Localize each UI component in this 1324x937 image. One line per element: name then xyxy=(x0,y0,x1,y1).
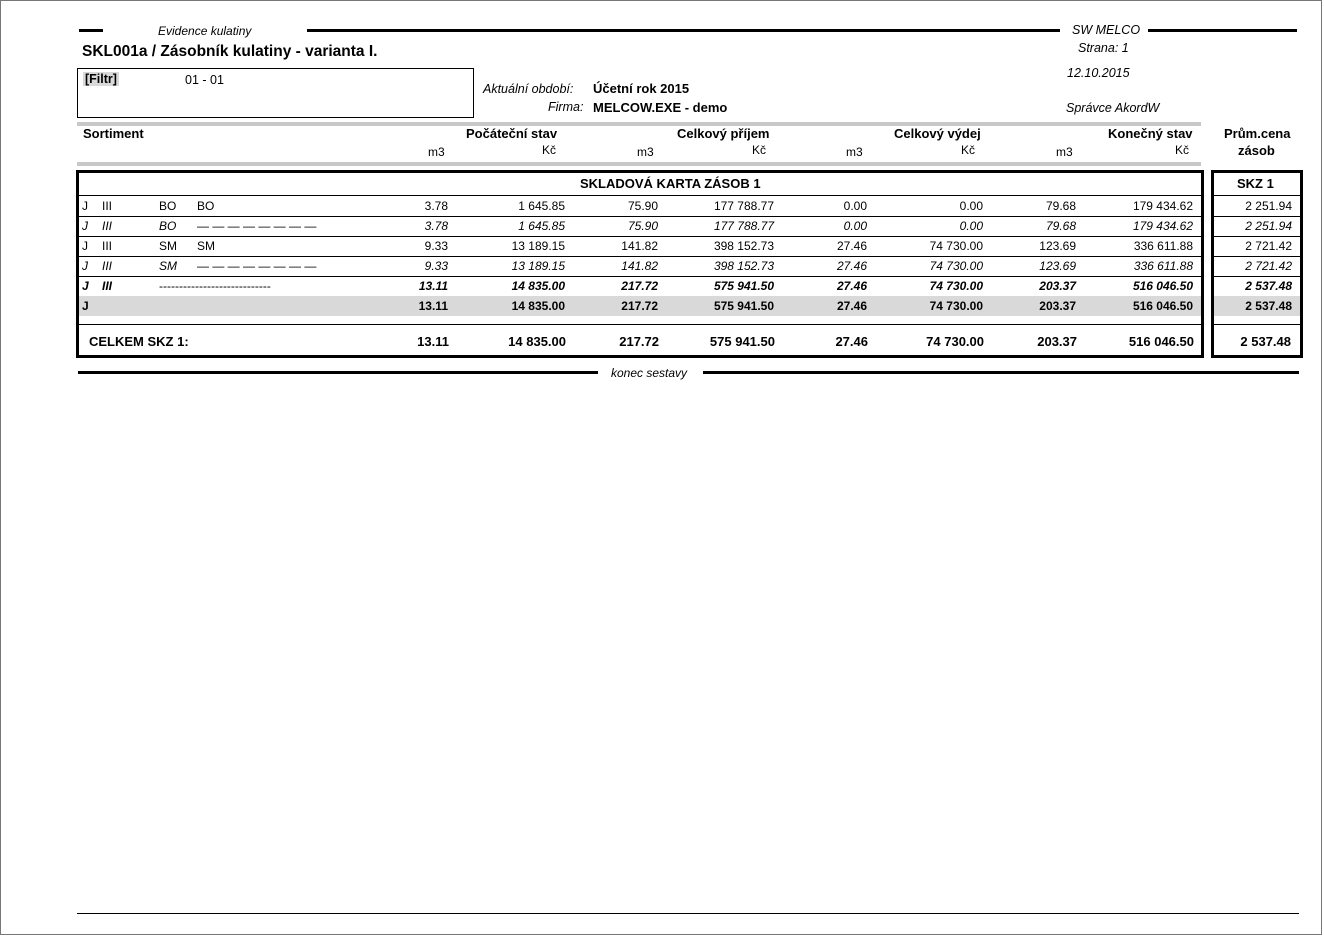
filter-label: [Filtr] xyxy=(85,72,117,86)
row-value: 123.69 xyxy=(1039,239,1076,253)
row-value: 74 730.00 xyxy=(929,239,983,253)
row-value: 336 611.88 xyxy=(1133,259,1193,273)
row-value: 0.00 xyxy=(843,199,867,213)
unit-kc-end: Kč xyxy=(1175,143,1190,157)
row-value: 0.00 xyxy=(959,219,983,233)
section-avg-title: SKZ 1 xyxy=(1237,176,1274,191)
row-value: 9.33 xyxy=(424,239,448,253)
row-line-avg xyxy=(1214,216,1300,217)
period-label: Aktuální období: xyxy=(483,82,574,96)
filter-value: 01 - 01 xyxy=(185,73,224,87)
row-value: 336 611.88 xyxy=(1133,239,1193,253)
header-rule-right xyxy=(1148,29,1297,32)
row-value: 0.00 xyxy=(843,219,867,233)
total-value: 27.46 xyxy=(835,334,868,349)
col-income: Celkový příjem xyxy=(677,126,770,141)
row-value: 217.72 xyxy=(621,299,658,313)
row-line xyxy=(79,276,1201,277)
end-rule-left xyxy=(78,371,598,374)
total-avg: 2 537.48 xyxy=(1240,334,1291,349)
row-value: 79.68 xyxy=(1045,199,1076,213)
row-value: 75.90 xyxy=(627,199,658,213)
row-line-avg xyxy=(1214,256,1300,257)
company-name: SW MELCO xyxy=(1072,23,1141,37)
column-header-bottom-bar xyxy=(77,162,1201,166)
row-value: 13 189.15 xyxy=(511,239,565,253)
row-c3: SM xyxy=(159,239,177,253)
report-title: SKL001a / Zásobník kulatiny - varianta I. xyxy=(82,43,378,60)
row-c1: J xyxy=(82,199,88,213)
col-avg-line2: zásob xyxy=(1238,143,1275,158)
row-c2: III xyxy=(102,259,113,273)
total-value: 516 046.50 xyxy=(1128,334,1194,349)
col-avg-line1: Prům.cena xyxy=(1224,126,1291,141)
row-avg: 2 251.94 xyxy=(1245,219,1292,233)
unit-kc-income: Kč xyxy=(752,143,767,157)
total-value: 203.37 xyxy=(1037,334,1077,349)
report-date: 12.10.2015 xyxy=(1067,66,1130,80)
row-value: 74 730.00 xyxy=(929,299,983,313)
row-value: 516 046.50 xyxy=(1132,299,1193,313)
row-value: 9.33 xyxy=(424,259,448,273)
total-separator-avg xyxy=(1214,324,1300,325)
end-rule-right xyxy=(703,371,1299,374)
total-value: 13.11 xyxy=(417,334,449,349)
row-c4: — — — — — — — — xyxy=(197,259,317,273)
row-line xyxy=(79,236,1201,237)
row-c4: BO xyxy=(197,199,215,213)
row-value: 13.11 xyxy=(418,279,448,293)
firm-label: Firma: xyxy=(548,100,584,114)
row-value: 1 645.85 xyxy=(518,199,565,213)
row-value: 27.46 xyxy=(836,279,867,293)
row-c3: SM xyxy=(159,259,177,273)
row-c1: J xyxy=(82,219,88,233)
section-title-line xyxy=(79,195,1201,196)
row-line xyxy=(79,216,1201,217)
row-value: 0.00 xyxy=(959,199,983,213)
row-value: 177 788.77 xyxy=(713,219,774,233)
row-c2: III xyxy=(102,279,113,293)
row-value: 3.78 xyxy=(424,199,448,213)
row-value: 516 046.50 xyxy=(1132,279,1193,293)
total-value: 575 941.50 xyxy=(709,334,775,349)
row-avg: 2 721.42 xyxy=(1245,239,1292,253)
row-c3: BO xyxy=(159,199,177,213)
unit-kc-outgo: Kč xyxy=(961,143,976,157)
row-value: 203.37 xyxy=(1039,279,1076,293)
period-value: Účetní rok 2015 xyxy=(593,81,690,96)
row-c2: III xyxy=(102,219,113,233)
unit-m3-income: m3 xyxy=(637,145,654,159)
row-value: 13 189.15 xyxy=(511,259,565,273)
row-value: 27.46 xyxy=(836,239,867,253)
total-separator xyxy=(79,324,1201,325)
row-value: 1 645.85 xyxy=(518,219,565,233)
row-value: 27.46 xyxy=(836,259,867,273)
row-line-avg xyxy=(1214,276,1300,277)
total-value: 217.72 xyxy=(619,334,659,349)
row-c1: J xyxy=(82,299,89,313)
row-value: 141.82 xyxy=(621,239,658,253)
unit-m3-start: m3 xyxy=(428,145,445,159)
row-value: 177 788.77 xyxy=(713,199,774,213)
row-avg: 2 537.48 xyxy=(1245,279,1292,293)
section-avg-title-line xyxy=(1214,195,1300,196)
row-value: 13.11 xyxy=(418,299,448,313)
row-c2: III xyxy=(102,199,113,213)
row-c1: J xyxy=(82,279,89,293)
col-start: Počáteční stav xyxy=(466,126,558,141)
row-value: 179 434.62 xyxy=(1132,199,1193,213)
row-line xyxy=(79,256,1201,257)
col-sortiment: Sortiment xyxy=(83,126,144,141)
row-avg: 2 721.42 xyxy=(1245,259,1292,273)
row-value: 575 941.50 xyxy=(713,279,774,293)
page-number: Strana: 1 xyxy=(1078,41,1129,55)
row-value: 74 730.00 xyxy=(929,259,983,273)
row-value: 14 835.00 xyxy=(511,279,565,293)
firm-value: MELCOW.EXE - demo xyxy=(593,100,728,115)
header-rule-left-short xyxy=(79,29,103,32)
row-c1: J xyxy=(82,239,88,253)
row-c1: J xyxy=(82,259,88,273)
row-value: 203.37 xyxy=(1039,299,1076,313)
row-value: 179 434.62 xyxy=(1132,219,1193,233)
row-value: 74 730.00 xyxy=(929,279,983,293)
row-c3: BO xyxy=(159,219,177,233)
row-value: 79.68 xyxy=(1045,219,1076,233)
row-avg: 2 251.94 xyxy=(1245,199,1292,213)
unit-m3-end: m3 xyxy=(1056,145,1073,159)
total-label: CELKEM SKZ 1: xyxy=(89,334,189,349)
total-value: 14 835.00 xyxy=(508,334,566,349)
unit-kc-start: Kč xyxy=(542,143,557,157)
row-value: 398 152.73 xyxy=(713,239,774,253)
column-header-top-bar xyxy=(77,122,1201,126)
header-rule-main xyxy=(307,29,1060,32)
row-value: 123.69 xyxy=(1039,259,1076,273)
row-value: 217.72 xyxy=(621,279,658,293)
col-outgo: Celkový výdej xyxy=(894,126,981,141)
row-c2: III xyxy=(102,239,113,253)
row-c3: ---------------------------- xyxy=(159,279,271,293)
row-value: 575 941.50 xyxy=(713,299,774,313)
row-value: 398 152.73 xyxy=(713,259,774,273)
row-avg: 2 537.48 xyxy=(1245,299,1292,313)
row-c4: SM xyxy=(197,239,215,253)
row-value: 75.90 xyxy=(627,219,658,233)
end-caption: konec sestavy xyxy=(611,366,688,380)
total-value: 74 730.00 xyxy=(926,334,984,349)
row-line-avg xyxy=(1214,236,1300,237)
row-value: 27.46 xyxy=(836,299,867,313)
admin-name: Správce AkordW xyxy=(1066,101,1160,115)
page-bottom-rule xyxy=(77,913,1299,914)
row-c4: — — — — — — — — xyxy=(197,219,317,233)
section-title: SKLADOVÁ KARTA ZÁSOB 1 xyxy=(580,176,761,191)
row-value: 14 835.00 xyxy=(511,299,565,313)
row-value: 141.82 xyxy=(621,259,658,273)
unit-m3-outgo: m3 xyxy=(846,145,863,159)
header-caption: Evidence kulatiny xyxy=(158,24,252,38)
col-end: Konečný stav xyxy=(1108,126,1193,141)
filter-box xyxy=(77,68,474,118)
row-value: 3.78 xyxy=(424,219,448,233)
